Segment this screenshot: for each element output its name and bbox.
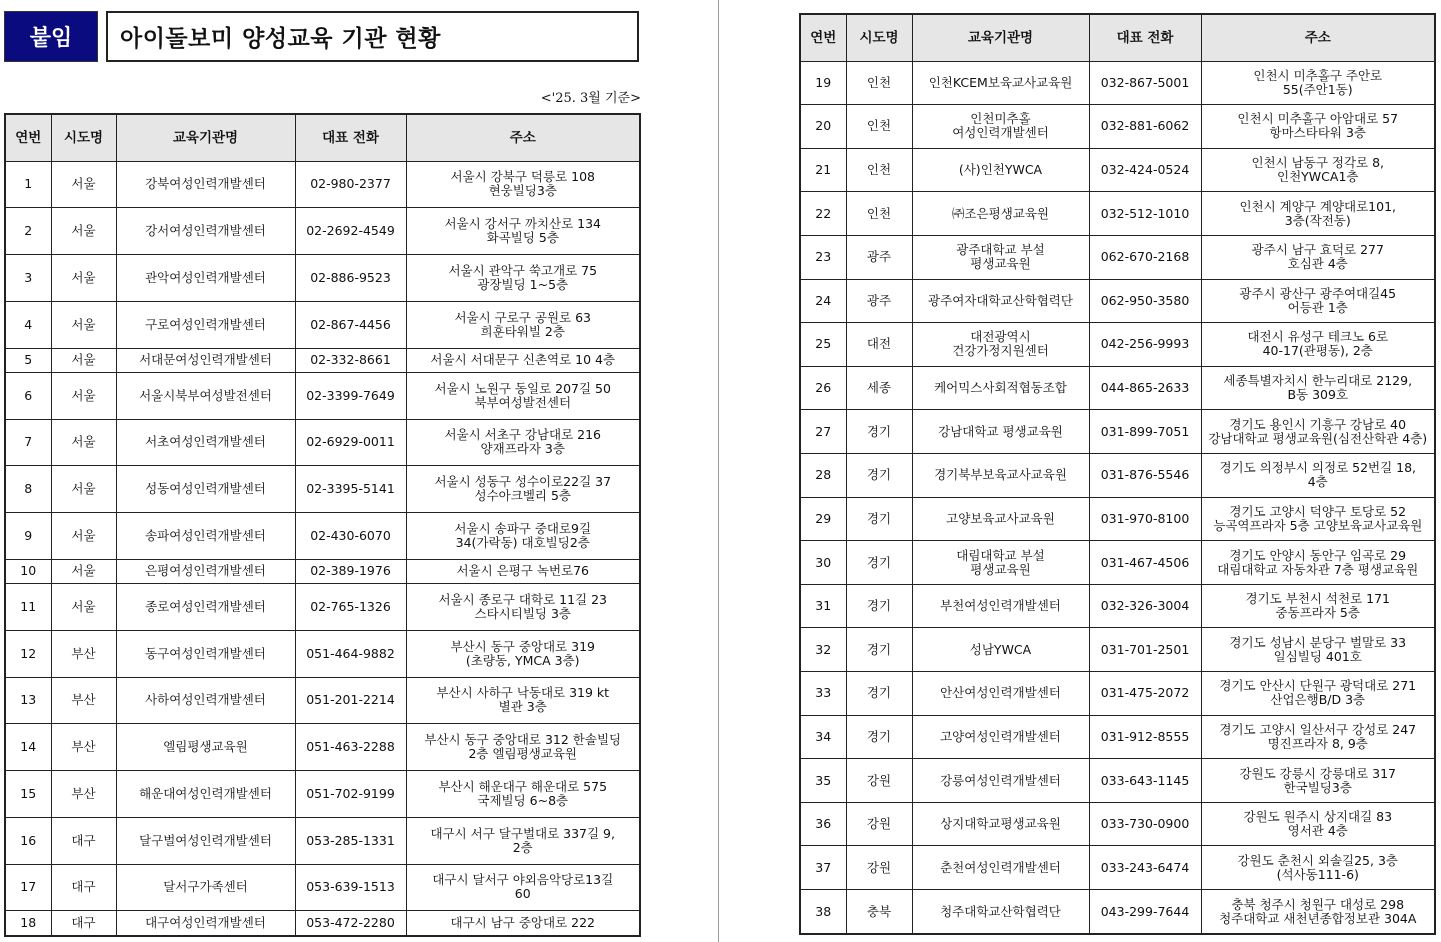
table-row <box>800 584 1435 628</box>
table-row <box>5 301 640 348</box>
row-number: 36 <box>800 802 846 846</box>
row-number: 13 <box>5 677 51 724</box>
phone-number: 032-326-3004 <box>1089 584 1201 628</box>
col-header-address: 주소 <box>406 114 640 161</box>
table-row <box>800 279 1435 323</box>
address: 인천시 남동구 정각로 8, 인천YWCA1층 <box>1201 148 1435 192</box>
phone-number: 032-424-0524 <box>1089 148 1201 192</box>
address: 인천시 미추홀구 아암대로 57 항마스타타워 3층 <box>1201 105 1435 149</box>
institution-name: (사)인천YWCA <box>912 148 1089 192</box>
institution-name: 서초여성인력개발센터 <box>116 419 295 466</box>
phone-number: 053-639-1513 <box>295 864 406 911</box>
phone-number: 044-865-2633 <box>1089 366 1201 410</box>
phone-number: 053-472-2280 <box>295 911 406 936</box>
table-row <box>800 323 1435 367</box>
address: 부산시 해운대구 해운대로 575 국제빌딩 6~8층 <box>406 771 640 818</box>
region-name: 광주 <box>846 235 912 279</box>
table-row <box>5 255 640 302</box>
address: 경기도 안산시 단원구 광덕대로 271 산업은행B/D 3층 <box>1201 672 1435 716</box>
address: 서울시 서초구 강남대로 216 양재프라자 3층 <box>406 419 640 466</box>
institution-name: 대림대학교 부설 평생교육원 <box>912 541 1089 585</box>
institution-name: 강릉여성인력개발센터 <box>912 759 1089 803</box>
institution-name: 해운대여성인력개발센터 <box>116 771 295 818</box>
table-row <box>800 453 1435 497</box>
phone-number: 031-701-2501 <box>1089 628 1201 672</box>
region-name: 충북 <box>846 890 912 934</box>
row-number: 33 <box>800 672 846 716</box>
table-row <box>5 348 640 372</box>
col-header-region: 시도명 <box>846 14 912 61</box>
institution-name: 사하여성인력개발센터 <box>116 677 295 724</box>
address: 대구시 달서구 야외음악당로13길 60 <box>406 864 640 911</box>
region-name: 경기 <box>846 672 912 716</box>
row-number: 37 <box>800 846 846 890</box>
address: 서울시 종로구 대학로 11길 23 스타시티빌딩 3층 <box>406 584 640 631</box>
institution-name: 성동여성인력개발센터 <box>116 466 295 513</box>
institution-name: 종로여성인력개발센터 <box>116 584 295 631</box>
address: 대구시 남구 중앙대로 222 <box>406 911 640 936</box>
row-number: 32 <box>800 628 846 672</box>
row-number: 10 <box>5 559 51 583</box>
phone-number: 062-950-3580 <box>1089 279 1201 323</box>
institution-name: 상지대학교평생교육원 <box>912 802 1089 846</box>
phone-number: 02-6929-0011 <box>295 419 406 466</box>
phone-number: 032-867-5001 <box>1089 61 1201 105</box>
table-row <box>800 366 1435 410</box>
institution-name: 강서여성인력개발센터 <box>116 208 295 255</box>
row-number: 27 <box>800 410 846 454</box>
institution-name: 강남대학교 평생교육원 <box>912 410 1089 454</box>
phone-number: 032-881-6062 <box>1089 105 1201 149</box>
region-name: 대전 <box>846 323 912 367</box>
institution-name: 달서구가족센터 <box>116 864 295 911</box>
row-number: 25 <box>800 323 846 367</box>
address: 강원도 원주시 상지대길 83 영서관 4층 <box>1201 802 1435 846</box>
region-name: 서울 <box>51 584 116 631</box>
row-number: 19 <box>800 61 846 105</box>
address: 부산시 동구 중앙대로 319 (초량동, YMCA 3층) <box>406 630 640 677</box>
table-row <box>800 672 1435 716</box>
phone-number: 02-389-1976 <box>295 559 406 583</box>
table-row <box>800 759 1435 803</box>
phone-number: 033-730-0900 <box>1089 802 1201 846</box>
institution-name: 달구벌여성인력개발센터 <box>116 817 295 864</box>
region-name: 부산 <box>51 630 116 677</box>
region-name: 경기 <box>846 541 912 585</box>
phone-number: 031-467-4506 <box>1089 541 1201 585</box>
phone-number: 053-285-1331 <box>295 817 406 864</box>
institution-name: 광주대학교 부설 평생교육원 <box>912 235 1089 279</box>
row-number: 28 <box>800 453 846 497</box>
address: 경기도 의정부시 의정로 52번길 18, 4층 <box>1201 453 1435 497</box>
region-name: 인천 <box>846 192 912 236</box>
phone-number: 031-912-8555 <box>1089 715 1201 759</box>
table-row <box>5 911 640 936</box>
table-row <box>5 724 640 771</box>
page-title: 아이돌보미 양성교육 기관 현황 <box>106 11 639 62</box>
col-header-phone: 대표 전화 <box>1089 14 1201 61</box>
phone-number: 062-670-2168 <box>1089 235 1201 279</box>
row-number: 30 <box>800 541 846 585</box>
table-row <box>800 890 1435 934</box>
table-row <box>800 628 1435 672</box>
phone-number: 051-702-9199 <box>295 771 406 818</box>
address: 경기도 용인시 기흥구 강남로 40 강남대학교 평생교육원(심전산학관 4층) <box>1201 410 1435 454</box>
row-number: 31 <box>800 584 846 628</box>
col-header-name: 교육기관명 <box>912 14 1089 61</box>
address: 광주시 광산구 광주여대길45 어등관 1층 <box>1201 279 1435 323</box>
phone-number: 043-299-7644 <box>1089 890 1201 934</box>
address: 대전시 유성구 테크노 6로 40-17(관평동), 2층 <box>1201 323 1435 367</box>
table-row <box>800 541 1435 585</box>
address: 충북 청주시 청원구 대성로 298 청주대학교 새천년종합정보관 304A <box>1201 890 1435 934</box>
region-name: 경기 <box>846 410 912 454</box>
phone-number: 02-867-4456 <box>295 301 406 348</box>
row-number: 14 <box>5 724 51 771</box>
region-name: 경기 <box>846 715 912 759</box>
institution-name: 인천KCEM보육교사교육원 <box>912 61 1089 105</box>
row-number: 26 <box>800 366 846 410</box>
institution-name: 성남YWCA <box>912 628 1089 672</box>
institution-name: 춘천여성인력개발센터 <box>912 846 1089 890</box>
region-name: 경기 <box>846 453 912 497</box>
col-header-no: 연번 <box>5 114 51 161</box>
region-name: 대구 <box>51 911 116 936</box>
table-header-row <box>5 114 640 161</box>
phone-number: 02-430-6070 <box>295 513 406 560</box>
region-name: 서울 <box>51 161 116 208</box>
phone-number: 02-332-8661 <box>295 348 406 372</box>
phone-number: 02-3395-5141 <box>295 466 406 513</box>
institution-name: 강북여성인력개발센터 <box>116 161 295 208</box>
table-row <box>5 630 640 677</box>
row-number: 38 <box>800 890 846 934</box>
col-header-address: 주소 <box>1201 14 1435 61</box>
address: 인천시 계양구 계양대로101, 3층(작전동) <box>1201 192 1435 236</box>
row-number: 9 <box>5 513 51 560</box>
address: 서울시 강북구 덕릉로 108 현웅빌딩3층 <box>406 161 640 208</box>
row-number: 3 <box>5 255 51 302</box>
row-number: 15 <box>5 771 51 818</box>
region-name: 인천 <box>846 105 912 149</box>
institution-name: 은평여성인력개발센터 <box>116 559 295 583</box>
row-number: 21 <box>800 148 846 192</box>
row-number: 17 <box>5 864 51 911</box>
address: 서울시 관악구 쑥고개로 75 광장빌딩 1~5층 <box>406 255 640 302</box>
region-name: 강원 <box>846 846 912 890</box>
table-row <box>5 677 640 724</box>
table-row <box>5 771 640 818</box>
institution-name: 서대문여성인력개발센터 <box>116 348 295 372</box>
phone-number: 031-475-2072 <box>1089 672 1201 716</box>
phone-number: 033-643-1145 <box>1089 759 1201 803</box>
row-number: 22 <box>800 192 846 236</box>
region-name: 서울 <box>51 301 116 348</box>
institution-name: 케어믹스사회적협동조합 <box>912 366 1089 410</box>
table-row <box>5 817 640 864</box>
institution-name: 인천미추홀 여성인력개발센터 <box>912 105 1089 149</box>
address: 경기도 고양시 덕양구 토당로 52 능곡역프라자 5층 고양보육교사교육원 <box>1201 497 1435 541</box>
address: 경기도 안양시 동안구 임곡로 29 대림대학교 자동차관 7층 평생교육원 <box>1201 541 1435 585</box>
col-header-region: 시도명 <box>51 114 116 161</box>
table-row <box>800 61 1435 105</box>
institution-name: 송파여성인력개발센터 <box>116 513 295 560</box>
region-name: 부산 <box>51 677 116 724</box>
table-row <box>800 497 1435 541</box>
address: 부산시 사하구 낙동대로 319 kt 별관 3층 <box>406 677 640 724</box>
institution-name: 서울시북부여성발전센터 <box>116 372 295 419</box>
address: 서울시 서대문구 신촌역로 10 4층 <box>406 348 640 372</box>
phone-number: 02-2692-4549 <box>295 208 406 255</box>
institution-name: 대구여성인력개발센터 <box>116 911 295 936</box>
phone-number: 042-256-9993 <box>1089 323 1201 367</box>
address: 강원도 강릉시 강릉대로 317 한국빌딩3층 <box>1201 759 1435 803</box>
institution-name: 경기북부보육교사교육원 <box>912 453 1089 497</box>
table-row <box>5 466 640 513</box>
institution-name: ㈜조은평생교육원 <box>912 192 1089 236</box>
table-row <box>5 161 640 208</box>
region-name: 경기 <box>846 628 912 672</box>
region-name: 광주 <box>846 279 912 323</box>
institution-name: 엘림평생교육원 <box>116 724 295 771</box>
table-row <box>800 105 1435 149</box>
table-row <box>5 584 640 631</box>
phone-number: 051-464-9882 <box>295 630 406 677</box>
institution-name: 안산여성인력개발센터 <box>912 672 1089 716</box>
page-divider <box>718 0 719 942</box>
institution-name: 청주대학교산학협력단 <box>912 890 1089 934</box>
basis-date: <'25. 3월 기준> <box>540 91 641 106</box>
institution-name: 동구여성인력개발센터 <box>116 630 295 677</box>
address: 서울시 구로구 공원로 63 희훈타워빌 2층 <box>406 301 640 348</box>
table-row <box>5 372 640 419</box>
table-row <box>800 715 1435 759</box>
table-row <box>5 208 640 255</box>
phone-number: 02-980-2377 <box>295 161 406 208</box>
address: 부산시 동구 중앙대로 312 한솔빌딩 2층 엘림평생교육원 <box>406 724 640 771</box>
address: 서울시 강서구 까치산로 134 화곡빌딩 5층 <box>406 208 640 255</box>
address: 경기도 성남시 분당구 벌말로 33 일심빌딩 401호 <box>1201 628 1435 672</box>
region-name: 대구 <box>51 817 116 864</box>
col-header-no: 연번 <box>800 14 846 61</box>
phone-number: 02-765-1326 <box>295 584 406 631</box>
table-row <box>5 559 640 583</box>
address: 서울시 성동구 성수이로22길 37 성수아크벨리 5층 <box>406 466 640 513</box>
row-number: 2 <box>5 208 51 255</box>
region-name: 부산 <box>51 771 116 818</box>
table-row <box>800 235 1435 279</box>
row-number: 7 <box>5 419 51 466</box>
row-number: 20 <box>800 105 846 149</box>
col-header-name: 교육기관명 <box>116 114 295 161</box>
table-row <box>5 513 640 560</box>
row-number: 4 <box>5 301 51 348</box>
region-name: 서울 <box>51 255 116 302</box>
row-number: 12 <box>5 630 51 677</box>
col-header-phone: 대표 전화 <box>295 114 406 161</box>
region-name: 서울 <box>51 348 116 372</box>
region-name: 강원 <box>846 802 912 846</box>
region-name: 인천 <box>846 148 912 192</box>
region-name: 대구 <box>51 864 116 911</box>
institution-name: 대전광역시 건강가정지원센터 <box>912 323 1089 367</box>
row-number: 18 <box>5 911 51 936</box>
row-number: 35 <box>800 759 846 803</box>
table-row <box>800 410 1435 454</box>
row-number: 6 <box>5 372 51 419</box>
row-number: 11 <box>5 584 51 631</box>
row-number: 29 <box>800 497 846 541</box>
row-number: 34 <box>800 715 846 759</box>
address: 서울시 노원구 동일로 207길 50 북부여성발전센터 <box>406 372 640 419</box>
region-name: 경기 <box>846 584 912 628</box>
table-row <box>800 846 1435 890</box>
region-name: 서울 <box>51 372 116 419</box>
phone-number: 033-243-6474 <box>1089 846 1201 890</box>
table-row <box>800 802 1435 846</box>
phone-number: 02-886-9523 <box>295 255 406 302</box>
institution-name: 고양보육교사교육원 <box>912 497 1089 541</box>
table-row <box>800 192 1435 236</box>
row-number: 5 <box>5 348 51 372</box>
address: 경기도 부천시 석천로 171 중동프라자 5층 <box>1201 584 1435 628</box>
phone-number: 031-876-5546 <box>1089 453 1201 497</box>
region-name: 서울 <box>51 419 116 466</box>
region-name: 강원 <box>846 759 912 803</box>
phone-number: 031-899-7051 <box>1089 410 1201 454</box>
phone-number: 032-512-1010 <box>1089 192 1201 236</box>
region-name: 서울 <box>51 513 116 560</box>
region-name: 서울 <box>51 466 116 513</box>
phone-number: 02-3399-7649 <box>295 372 406 419</box>
row-number: 16 <box>5 817 51 864</box>
row-number: 8 <box>5 466 51 513</box>
region-name: 인천 <box>846 61 912 105</box>
phone-number: 051-201-2214 <box>295 677 406 724</box>
region-name: 부산 <box>51 724 116 771</box>
phone-number: 051-463-2288 <box>295 724 406 771</box>
institution-name: 관악여성인력개발센터 <box>116 255 295 302</box>
institution-name: 부천여성인력개발센터 <box>912 584 1089 628</box>
region-name: 세종 <box>846 366 912 410</box>
address: 대구시 서구 달구벌대로 337길 9, 2층 <box>406 817 640 864</box>
attachment-badge: 붙임 <box>4 11 98 62</box>
address: 강원도 춘천시 외솔길25, 3층 (석사동111-6) <box>1201 846 1435 890</box>
address: 광주시 남구 효덕로 277 호심관 4층 <box>1201 235 1435 279</box>
region-name: 서울 <box>51 559 116 583</box>
address: 세종특별자치시 한누리대로 2129, B동 309호 <box>1201 366 1435 410</box>
row-number: 24 <box>800 279 846 323</box>
region-name: 서울 <box>51 208 116 255</box>
address: 서울시 은평구 녹번로76 <box>406 559 640 583</box>
table-row <box>5 419 640 466</box>
row-number: 23 <box>800 235 846 279</box>
region-name: 경기 <box>846 497 912 541</box>
table-header-row <box>800 14 1435 61</box>
address: 인천시 미추홀구 주안로 55(주안1동) <box>1201 61 1435 105</box>
table-row <box>800 148 1435 192</box>
institution-name: 구로여성인력개발센터 <box>116 301 295 348</box>
row-number: 1 <box>5 161 51 208</box>
address: 경기도 고양시 일산서구 강성로 247 명진프라자 8, 9층 <box>1201 715 1435 759</box>
institution-table-left <box>4 113 641 937</box>
phone-number: 031-970-8100 <box>1089 497 1201 541</box>
address: 서울시 송파구 중대로9길 34(가락동) 대호빌딩2층 <box>406 513 640 560</box>
table-row <box>5 864 640 911</box>
institution-name: 광주여자대학교산학협력단 <box>912 279 1089 323</box>
institution-name: 고양여성인력개발센터 <box>912 715 1089 759</box>
institution-table-right <box>799 13 1436 935</box>
